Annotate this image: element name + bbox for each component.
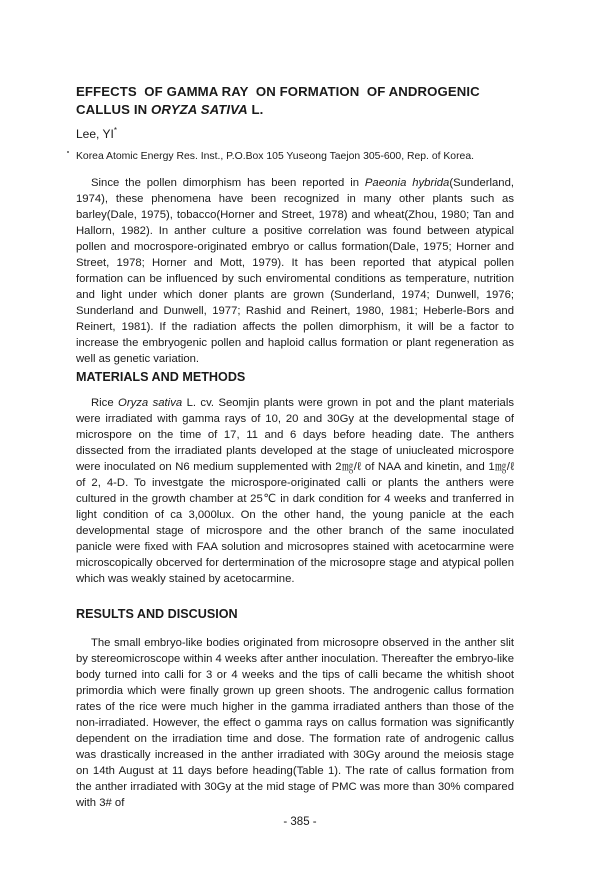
results-paragraph [76, 635, 514, 811]
results-heading: RESULTS AND DISCUSION [76, 607, 238, 621]
methods-paragraph [76, 395, 514, 587]
affiliation: Korea Atomic Energy Res. Inst., P.O.Box 105 Yuseong Taejon 305-600, Rep. of Korea. [76, 151, 474, 162]
title-species-name: ORYZA SATIVA [151, 102, 248, 117]
author-mark: * [113, 126, 117, 135]
margin-dot [67, 151, 69, 153]
methods-heading: MATERIALS AND METHODS [76, 370, 246, 384]
intro-paragraph [76, 175, 514, 367]
methods-text-2: L. cv. Seomjin plants were grown in pot and the plant materials were irradiated with gamma rays of 10, 20 and 30Gy at the developmental stage of microspore on the time of 17, 11 and 6 days before heading date. The anthers dissected from the irradiated plants developed at the stage of uniucleated microspore were inoculated on N6 medium supplemented with 2㎎/ℓ of NAA and kinetin, and 1㎎/ℓ of 2, 4-D. To investgate the microspore-originated calli or plants the anthers were cultured in the growth chamber at 25℃ in dark condition for 4 weeks and tranferred in light condition of ca 3,000lux. On the other hand, the young panicle at the each developmental stage of microspore and the other branch of the same inoculated panicle were fixed with FAA solution and microsopres stained with acetocarmine were microscopically obcerved for dertermination of the microsopre stage and atypical pollen which was weakly stained by acetocarmine. [76, 397, 514, 585]
title-line-2-prefix: CALLUS IN [76, 102, 151, 117]
methods-species: Oryza sativa [118, 397, 183, 409]
author [76, 127, 117, 142]
paper-title [76, 83, 516, 119]
intro-species: Paeonia hybrida [364, 177, 450, 189]
intro-text-1: Since the pollen dimorphism has been reported in [91, 177, 365, 189]
title-line-1: EFFECTS OF GAMMA RAY ON FORMATION OF ANDROGENIC [76, 84, 480, 99]
title-line-2 [76, 101, 516, 119]
intro-text-2: (Sunderland, 1974), these phenomena have been recognized in many other plants such as barley(Dale, 1975), tobacco(Horner and Street, 1978) and wheat(Zhou, 1980; Tan and Hallorn, 1982). In anther culture a positive correlation was found between atypical pollen and mocrospore-originated embryo or callus formation(Dale, 1975; Horner and Street, 1978; Horner and Mott, 1979). It has been reported that atypical pollen formation can be influenced by such enviromental conditions as temperature, nutrition and light under which doner plants are grown (Sunderland, 1974; Dunwell, 1976; Sunderland and Dunwell, 1977; Rashid and Reinert, 1980, 1981; Heberle-Bors and Reinert, 1981). If the radiation affects the pollen dimorphism, it will be a factor to increase the embryogenic pollen and haploid callus formation or plant regeneration as well as genetic variation. [76, 177, 514, 365]
title-line-2-suffix: L. [247, 102, 264, 117]
methods-text-1: Rice [91, 397, 119, 409]
results-text: The small embryo-like bodies originated from microsopre observed in the anther slit by stereomicroscope within 4 weeks after anther inoculation. Thereafter the embryo-like body turned into calli for 3 or 4 weeks and the tips of calli became the whitish shoot primordia which were finally grown up green shoots. The androgenic callus formation rates of the rice were much higher in the gamma irradiated anthers than those of the non-irradiated. However, the effect o gamma rays on callus formation was significantly dependent on the irradiation time and dose. The formation rate of androgenic callus was drastically increased in the anther irradiated with 30Gy around the meiosis stage on 14th August at 11 days before heading(Table 1). The rate of callus formation from the anther irradiated with 30Gy at the mid stage of PMC was more than 30% compared with 3# of [76, 637, 514, 809]
page-number: - 385 - [283, 816, 317, 828]
author-name: Lee, YI [76, 127, 114, 141]
